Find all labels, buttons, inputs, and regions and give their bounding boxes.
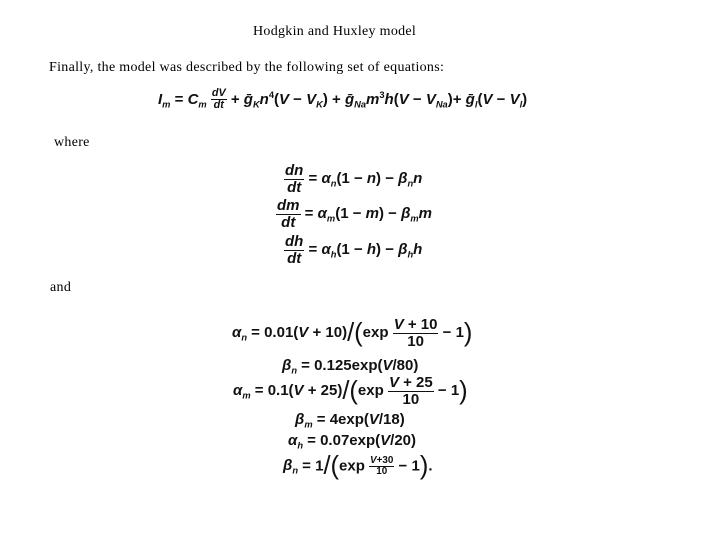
gating-equation-m: $\frac{dm}{dt}$ = $\alpha_m(1 - m) - \beta_mm$ — [277, 197, 433, 231]
rate-equation-beta-n-final: $\beta_n = 1/(\exp$ $\frac{V+30}{10}$ − 1). — [283, 452, 433, 480]
gating-equation-h: $\frac{dh}{dt}$ = $\alpha_h(1 - h) - \beta_hh$ — [285, 233, 423, 267]
main-equation: $I_m = C_m$ $\frac{dV}{dt}$ + $ḡ_Kn^4(V - V_K)$ + $ḡ_{Na}m^3h(V - V_{Na})+$ ḡ$_l$(V − $V_l$) — [158, 87, 528, 112]
rate-equation-alpha-n: $\alpha_n = 0.01(V + 10)/(\exp$ $\frac{V + 10}{10}$ − 1) — [232, 316, 473, 350]
rate-equation-beta-n: $\beta_n = 0.125\exp(V/80)$ — [282, 357, 419, 376]
slide-title: Hodgkin and Huxley model — [253, 24, 417, 39]
and-label: and — [50, 280, 72, 295]
rate-equation-beta-m: $\beta_m = 4\exp(V/18)$ — [295, 411, 405, 430]
gating-equation-n: $\frac{dn}{dt}$ = $\alpha_n(1 - n) - \beta_nn$ — [285, 162, 423, 196]
rate-equation-alpha-m: $\alpha_m = 0.1(V + 25)/(\exp$ $\frac{V + 25}{10}$ − 1) — [233, 374, 468, 408]
intro-text: Finally, the model was described by the following set of equations: — [49, 60, 445, 75]
rate-equation-alpha-h: $\alpha_h = 0.07\exp(V/20)$ — [288, 432, 417, 451]
where-label: where — [54, 135, 90, 150]
